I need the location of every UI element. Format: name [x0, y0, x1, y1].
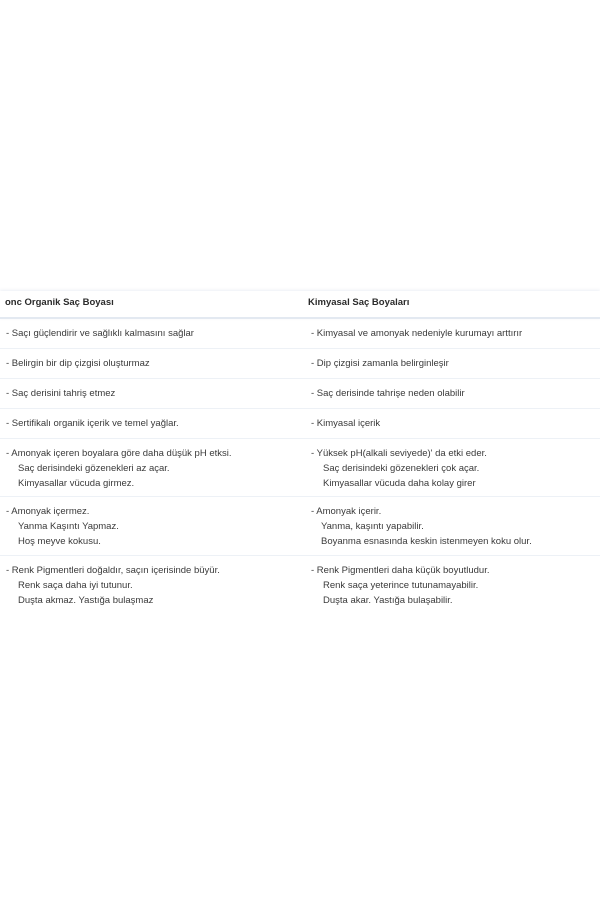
- cell-line: Duşta akmaz. Yastığa bulaşmaz: [18, 595, 154, 606]
- cell-line: - Amonyak içerir.: [311, 506, 382, 517]
- cell-line: - Amonyak içermez.: [6, 506, 90, 517]
- cell-line: Yanma, kaşıntı yapabilir.: [321, 521, 424, 532]
- chemical-cell: [305, 439, 600, 496]
- chemical-cell: [305, 319, 600, 348]
- organic-cell: [0, 349, 305, 378]
- cell-line: - Kimyasal ve amonyak nedeniyle kurumayı arttırır: [311, 328, 523, 339]
- table-header-row: [0, 291, 600, 319]
- chemical-cell: [305, 556, 600, 608]
- cell-line: Saç derisindeki gözenekleri az açar.: [18, 463, 170, 474]
- cell-line: - Kimyasal içerik: [311, 418, 381, 429]
- table-row: [0, 379, 600, 409]
- table-row: [0, 409, 600, 439]
- chemical-cell: [305, 409, 600, 438]
- cell-line: Renk saça yeterince tutunamayabilir.: [323, 580, 479, 591]
- comparison-table: [0, 291, 600, 608]
- header-chemical-dye: Kimyasal Saç Boyaları: [308, 297, 410, 308]
- chemical-cell: [305, 349, 600, 378]
- table-row: [0, 349, 600, 379]
- table-row: [0, 556, 600, 608]
- organic-cell: [0, 409, 305, 438]
- cell-line: - Yüksek pH(alkali seviyede)' da etki eder.: [311, 448, 487, 459]
- cell-line: - Dip çizgisi zamanla belirginleşir: [311, 358, 449, 369]
- organic-cell: [0, 379, 305, 408]
- cell-line: Duşta akar. Yastığa bulaşabilir.: [323, 595, 453, 606]
- table-row: [0, 319, 600, 349]
- header-organic-dye: onc Organik Saç Boyası: [5, 297, 114, 308]
- cell-line: Hoş meyve kokusu.: [18, 536, 101, 547]
- cell-line: - Saç derisini tahriş etmez: [6, 388, 116, 399]
- cell-line: - Saç derisinde tahrişe neden olabilir: [311, 388, 465, 399]
- organic-cell: [0, 497, 305, 555]
- organic-cell: [0, 319, 305, 348]
- cell-line: Saç derisindeki gözenekleri çok açar.: [323, 463, 480, 474]
- cell-line: - Saçı güçlendirir ve sağlıklı kalmasını sağlar: [6, 328, 194, 339]
- cell-line: - Sertifikalı organik içerik ve temel yağlar.: [6, 418, 179, 429]
- chemical-cell: [305, 497, 600, 555]
- cell-line: - Amonyak içeren boyalara göre daha düşük pH etksi.: [6, 448, 232, 459]
- cell-line: Renk saça daha iyi tutunur.: [18, 580, 133, 591]
- cell-line: - Renk Pigmentleri doğaldır, saçın içerisinde büyür.: [6, 565, 220, 576]
- cell-line: - Belirgin bir dip çizgisi oluşturmaz: [6, 358, 150, 369]
- chemical-cell: [305, 379, 600, 408]
- cell-line: Boyanma esnasında keskin istenmeyen koku olur.: [321, 536, 532, 547]
- organic-cell: [0, 556, 305, 608]
- cell-line: Kimyasallar vücuda daha kolay girer: [323, 478, 476, 489]
- table-row: [0, 439, 600, 497]
- cell-line: - Renk Pigmentleri daha küçük boyutludur.: [311, 565, 490, 576]
- organic-cell: [0, 439, 305, 496]
- cell-line: Yanma Kaşıntı Yapmaz.: [18, 521, 119, 532]
- table-row: [0, 497, 600, 556]
- cell-line: Kimyasallar vücuda girmez.: [18, 478, 135, 489]
